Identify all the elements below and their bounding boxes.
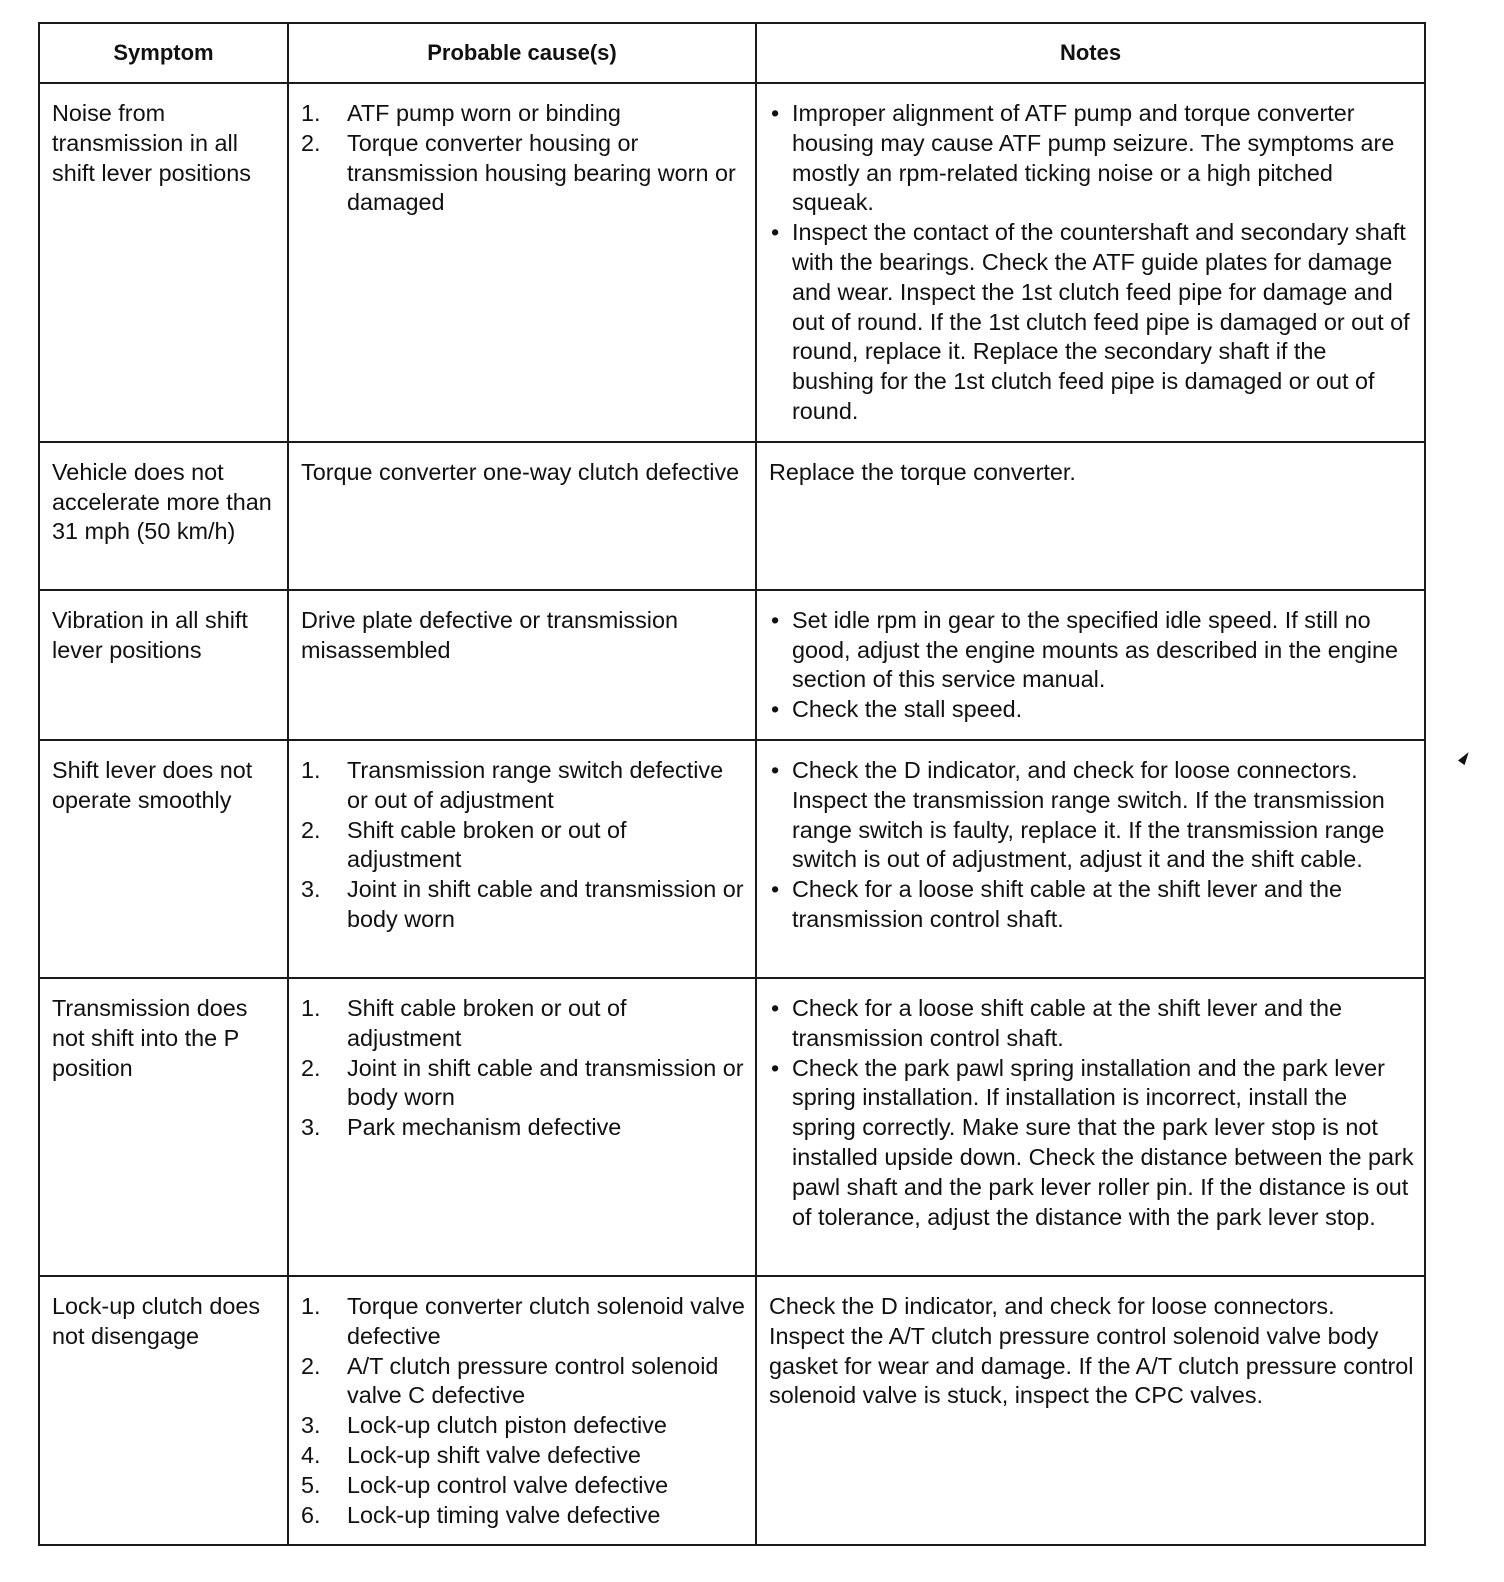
cause-text: A/T clutch pressure control solenoid valve C defective [347, 1352, 719, 1409]
cause-number: 1. [301, 100, 321, 126]
probable-causes-cell [288, 590, 756, 740]
symptom-cell: Vehicle does not accelerate more than 31 mph (50 km/h) [39, 442, 288, 590]
cause-text: Transmission range switch defective or out of adjustment [347, 756, 724, 813]
cause-item [301, 816, 745, 876]
cause-number: 1. [301, 1292, 321, 1319]
table-row [39, 590, 1425, 740]
cause-text: Joint in shift cable and transmission or body worn [347, 876, 744, 932]
bullet-icon: • [771, 1054, 780, 1081]
cause-number: 2. [301, 1054, 321, 1081]
note-text: Replace the torque converter. [769, 458, 1076, 485]
notes-cell [756, 978, 1425, 1276]
cause-text: Lock-up control valve defective [347, 1471, 669, 1498]
note-item [769, 218, 1414, 427]
notes-list [769, 99, 1414, 427]
header-probable-causes: Probable cause(s) [288, 23, 756, 83]
cause-number: 2. [301, 1352, 321, 1379]
probable-causes-cell [288, 978, 756, 1276]
note-item [769, 606, 1414, 695]
cause-text: ATF pump worn or binding [347, 100, 621, 126]
cause-text: Lock-up clutch piston defective [347, 1412, 667, 1439]
cause-item [301, 1411, 745, 1441]
cause-item [301, 1352, 745, 1412]
symptom-cell: Vibration in all shift lever positions [39, 590, 288, 740]
note-item [769, 756, 1414, 875]
notes-list [769, 994, 1414, 1232]
cause-item [301, 1292, 745, 1352]
header-row [39, 23, 1425, 83]
bullet-icon: • [771, 994, 780, 1021]
cause-text: Torque converter clutch solenoid valve defective [347, 1292, 745, 1349]
table-body [39, 83, 1425, 1545]
notes-cell [756, 590, 1425, 740]
cause-text: Lock-up timing valve defective [347, 1501, 661, 1528]
cause-text: Lock-up shift valve defective [347, 1441, 641, 1468]
cause-text: Shift cable broken or out of adjustment [347, 994, 627, 1051]
causes-list [301, 99, 745, 218]
cause-text: Torque converter housing or transmission housing bearing worn or damaged [347, 129, 736, 216]
cause-text: Torque converter one-way clutch defective [301, 458, 740, 485]
cause-number: 3. [301, 1114, 321, 1141]
notes-cell [756, 83, 1425, 442]
bullet-icon: • [771, 219, 780, 246]
cause-number: 1. [301, 756, 321, 783]
notes-cell [756, 740, 1425, 978]
table-row [39, 740, 1425, 978]
table-row [39, 1276, 1425, 1545]
bullet-icon: • [771, 100, 780, 126]
symptom-cell: Lock-up clutch does not disengage [39, 1276, 288, 1545]
cause-number: 3. [301, 876, 321, 903]
cause-item [301, 1501, 745, 1531]
causes-list [301, 1292, 745, 1530]
note-text: Check the D indicator, and check for loose connectors. Inspect the transmission range switch. If the transmission range switch is faulty, replace it. If the transmission range switch is out of adjustment, adjust it and the shift cable. [792, 756, 1385, 873]
note-item [769, 994, 1414, 1054]
notes-cell [756, 442, 1425, 590]
cause-item [301, 1054, 745, 1114]
causes-list [301, 994, 745, 1143]
table-row [39, 83, 1425, 442]
table-row [39, 978, 1425, 1276]
bullet-icon: • [771, 756, 780, 783]
cause-item [301, 129, 745, 218]
header-symptom: Symptom [39, 23, 288, 83]
symptom-cell: Noise from transmission in all shift lever positions [39, 83, 288, 442]
note-item [769, 99, 1414, 218]
bullet-icon: • [771, 696, 780, 723]
cause-item [301, 756, 745, 816]
stray-pen-mark [1458, 750, 1472, 765]
cause-number: 6. [301, 1501, 321, 1528]
note-item [769, 1054, 1414, 1233]
header-notes: Notes [756, 23, 1425, 83]
cause-number: 2. [301, 129, 321, 156]
causes-list [301, 756, 745, 935]
note-text: Check the stall speed. [792, 696, 1023, 723]
cause-number: 4. [301, 1441, 321, 1468]
cause-item [301, 875, 745, 935]
note-item [769, 695, 1414, 725]
cause-item [301, 1113, 745, 1143]
cause-item [301, 1471, 745, 1501]
note-text: Check for a loose shift cable at the shift lever and the transmission control shaft. [792, 994, 1342, 1051]
notes-list [769, 606, 1414, 725]
cause-number: 3. [301, 1412, 321, 1439]
notes-list [769, 756, 1414, 935]
cause-text: Drive plate defective or transmission misassembled [301, 606, 679, 663]
note-text: Check the park pawl spring installation and the park lever spring installation. If installation is incorrect, install the spring correctly. Make sure that the park lever stop is not installed upside down. Check the distance between the park pawl shaft and the park lever roller pin. If the distance is out of tolerance, adjust the distance with the park lever stop. [792, 1054, 1414, 1230]
probable-causes-cell [288, 740, 756, 978]
probable-causes-cell [288, 83, 756, 442]
symptom-cell: Transmission does not shift into the P position [39, 978, 288, 1276]
cause-number: 5. [301, 1471, 321, 1498]
bullet-icon: • [771, 606, 780, 633]
note-text: Inspect the contact of the countershaft and secondary shaft with the bearings. Check the ATF guide plates for damage and wear. Inspect the 1st clutch feed pipe for damage and out of round. If the 1st clutch feed pipe is damaged or out of round, replace it. Replace the secondary shaft if the bushing for the 1st clutch feed pipe is damaged or out of round. [792, 219, 1410, 424]
note-text: Improper alignment of ATF pump and torque converter housing may cause ATF pump seizure. The symptoms are mostly an rpm-related ticking noise or a high pitched squeak. [792, 100, 1395, 216]
cause-item [301, 99, 745, 129]
note-text: Check the D indicator, and check for loose connectors. Inspect the A/T clutch pressure control solenoid valve body gasket for wear and damage. If the A/T clutch pressure control solenoid valve is stuck, inspect the CPC valves. [769, 1292, 1414, 1409]
symptom-cell: Shift lever does not operate smoothly [39, 740, 288, 978]
cause-item [301, 1441, 745, 1471]
notes-cell [756, 1276, 1425, 1545]
note-item [769, 875, 1414, 935]
table-row [39, 442, 1425, 590]
probable-causes-cell [288, 442, 756, 590]
note-text: Set idle rpm in gear to the specified idle speed. If still no good, adjust the engine mounts as described in the engine section of this service manual. [792, 606, 1398, 693]
note-text: Check for a loose shift cable at the shift lever and the transmission control shaft. [792, 876, 1342, 932]
cause-text: Park mechanism defective [347, 1114, 622, 1141]
cause-text: Joint in shift cable and transmission or body worn [347, 1054, 744, 1111]
cause-number: 1. [301, 994, 321, 1021]
bullet-icon: • [771, 876, 780, 903]
cause-text: Shift cable broken or out of adjustment [347, 816, 627, 873]
probable-causes-cell [288, 1276, 756, 1545]
cause-item [301, 994, 745, 1054]
cause-number: 2. [301, 816, 321, 843]
troubleshooting-table [38, 22, 1426, 1546]
